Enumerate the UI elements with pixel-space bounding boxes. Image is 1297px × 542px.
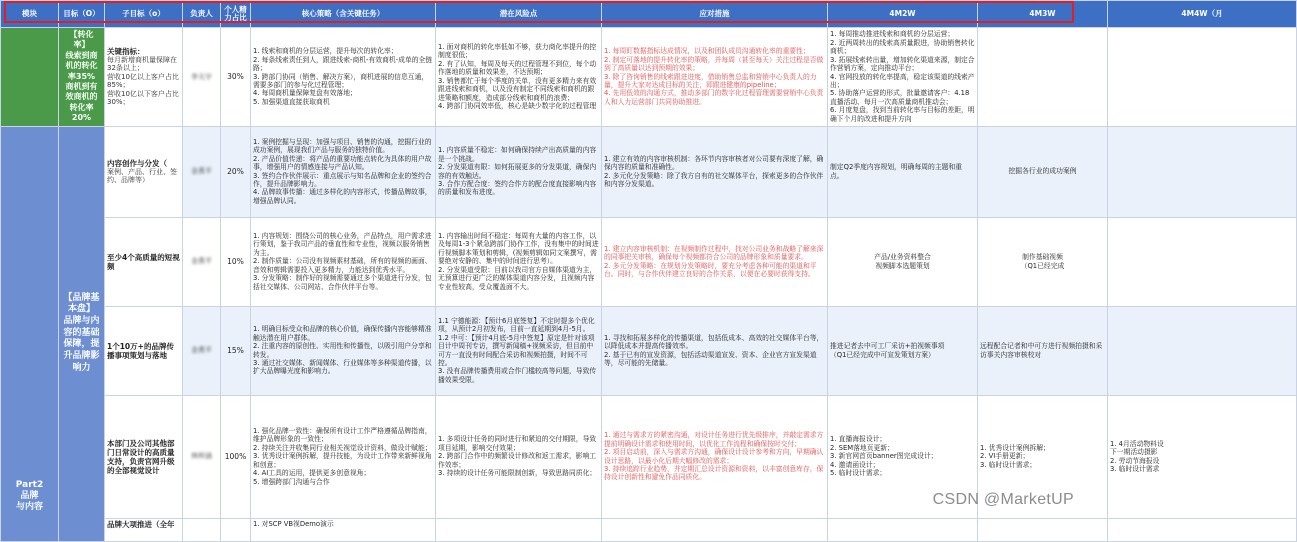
response-cell bbox=[602, 518, 828, 541]
m2-cell bbox=[828, 518, 978, 541]
table-row bbox=[1, 28, 1297, 127]
subgoal-title: 品牌大项推进（全年 bbox=[107, 519, 175, 529]
module-cell: Part2 品牌 与内容 bbox=[1, 126, 59, 541]
risk-cell bbox=[436, 518, 602, 541]
subgoal-cell bbox=[105, 518, 183, 541]
effort-cell bbox=[221, 518, 251, 541]
response-cell: 1. 寻找和拓展多样化的传播渠道，包括低成本、高效的社交媒体平台等，以降低成本并提高传播效率。 2. 基于已有的宣发资源，包括活动渠道宣发、资本、企业官方宣发渠道等，尽可能的先储量。 bbox=[602, 306, 828, 395]
col-header-4m2w: 4M2W bbox=[828, 1, 978, 28]
m2-cell: 制定Q2季度内容规划，明确每周的主题和重点。 bbox=[828, 126, 978, 217]
m3-cell: 制作基础视频 （Q1已经完成 bbox=[978, 217, 1108, 306]
owner-name: 林梓涵 bbox=[191, 452, 212, 461]
m3-cell: 远程配合记者和中可方进行视频拍摄和采访事关内容审核校对 bbox=[978, 306, 1108, 395]
strategy-cell: 1. 明确目标受众和品牌的核心价值，确保传播内容能够精准触达潜在用户群体。 2. 注重内容的原创性、实用性和传播性，以吸引用户分享和转发。 3. 通过社交媒体、新闻媒体、行业媒体等多种渠道传播，以扩大品牌曝光度和影响力。 bbox=[251, 306, 436, 395]
risk-cell: 1. 面对商机的转化率低如不够，获力商化率提升的控制度很低； 2. 有了认知，每周及每天的过程管理不到位，每个动作落地的质量和效果差，不达预期； 3. 销售都忙于每个季度的关单，没有更多精力来有效跟进线索和商机，以及没有制定不同线索和商机的跟进策略和额度，造成部分线索和商机的浪费； 4. 跨部门协同效率低，核心是缺少数字化的过程管理 bbox=[436, 28, 602, 127]
risk-cell: 1. 内容质量不稳定：如何确保持续产出高质量的内容是一个挑战。 2. 分发渠道有限：如何拓展更多的分发渠道，确保内容的有效触达。 3. 合作方配合度：签约合作方的配合度直接影响内容的质量和发布进度。 bbox=[436, 126, 602, 217]
effort-cell: 30% bbox=[221, 28, 251, 127]
m4-cell bbox=[1108, 306, 1297, 395]
m4-cell bbox=[1108, 126, 1297, 217]
subgoal-cell bbox=[105, 28, 183, 127]
m2-cell: 1. 直播海报设计； 2. SEM落地页更新； 3. 新官网首页banner图完成设计； 4. 邀请函设计； 5. 临时设计需求； bbox=[828, 395, 978, 518]
response-cell: 1. 通过与需求方的紧密沟通，对设计任务进行优先级排序，并敲定需求方提前明确设计需求和使用时间，以优化工作流程和确保按时交付； 2. 项目启动前，深入与需求方沟通，确保设计设计参考和方向，早期确认设计思路，以最小化后期大幅修改的需求； 3. 持续追踪行业趋势，并定期汇总设计资源和资料，以丰富创意库存，保持设计创新性和避免作品同质化。 bbox=[602, 395, 828, 518]
strategy-cell: 1. 案例挖掘与呈现：加强与项目、销售的沟通，挖掘行业的成功案例，展现我们产品与服务的独特价值。 2. 产品价值传递：将产品的重要功能点转化为具体的用户故事，增强用户的情感连接与产品认知。 3. 签约合作伙伴展示：重点展示与知名品牌和企业的签约合作，提升品牌影响力。 4. 品牌故事传播：通过多样化的内容形式，传播品牌故事，增强品牌认同。 bbox=[251, 126, 436, 217]
response-cell: 1. 每周盯数据指标达成情况，以及和团队成员沟通转化率的重要性； 2. 制定可落地的提升转化率的策略，并每周（甚至每天）关注过程是否做到了高质量以达到预期的效果； 3. 除了咨询销售的线索跟进进度，借助销售总监和营销中心负责人的力量，提升大家对达成目标的关注，即跟进健康的pipeline； 4. 先用低效的沟通方式，推动多部门的数字化过程管理需要营销中心负责人和人力运营部门共同协助推进。 bbox=[602, 28, 828, 127]
col-header-subgoal: 子目标（o） bbox=[105, 1, 183, 28]
m2-cell: 产品/业务资料整合 视频脚本选题策划 bbox=[828, 217, 978, 306]
owner-name: 李天宇 bbox=[191, 72, 212, 81]
strategy-cell: 1. 线索和商机的分层运营，提升每次的转化率； 2. 每条线索责任到人，跟进线索-商机-有效商机-成单的全链路； 3. 跨部门协同（销售、解决方案），商机进展的信息互通，需要多部门的参与化过程管理； 4. 每周商机量保障复盘有效落地； 5. 加强渠道直接获取商机 bbox=[251, 28, 436, 127]
effort-cell: 20% bbox=[221, 126, 251, 217]
owner-name: 金燕平 bbox=[191, 257, 212, 266]
subgoal-title: 关键指标： bbox=[107, 47, 145, 57]
col-header-strategy: 核心策略（含关键任务） bbox=[251, 1, 436, 28]
effort-cell: 100% bbox=[221, 395, 251, 518]
owner-cell bbox=[183, 126, 221, 217]
strategy-cell: 1. 强化品牌一致性：确保所有设计工作严格遵循品牌指南，维护品牌形象的一致性； 2. 持续关注并收集同行业相关视觉设计资料，做设计赋能； 3. 优秀设计案例拆解，提升技能，为设计工作带来新鲜视角和创意； 4. AI工具的运用，提供更多创意视角； 5. 增强跨部门沟通与合作 bbox=[251, 395, 436, 518]
m4-cell bbox=[1108, 518, 1297, 541]
subgoal-cell bbox=[105, 217, 183, 306]
owner-name: 金燕平 bbox=[191, 346, 212, 355]
goal-cell: 【转化率】 线索到商机的转化率35% 商机到有效商机的转化率20% bbox=[59, 28, 105, 127]
subgoal-title: 本部门及公司其他部门日常设计的高质量支持，负责官网升级的全部视觉设计 bbox=[107, 438, 175, 475]
m4-cell bbox=[1108, 217, 1297, 306]
owner-cell bbox=[183, 28, 221, 127]
risk-cell: 1. 内容输出时间不稳定：每周有大量的内容工作，以及每周1-3个紧急跨部门协作工作，没有集中的时间进行视频脚本策划和剪辑，(视频剪辑如同文案撰写，需要绝对安静的、集中的时间进行思考）。 2. 分发渠道受限：目前以我司官方自媒体渠道为主，无预算进行更广泛的媒体渠道内容分发，且视频内容专业性较高，受众覆盖面不大。 bbox=[436, 217, 602, 306]
owner-name: 金燕平 bbox=[191, 167, 212, 176]
response-cell: 1. 建立有效的内容审核机制：各环节内容审核者对公司要有深度了解，确保内容的质量和准确性。 2. 多元化分发策略：除了我方自有的社交媒体平台，探索更多的合作伙伴和内容分发渠道。 bbox=[602, 126, 828, 217]
goal-cell: 【品牌基本盘】 品牌与内容的基础保障，提升品牌影响力 bbox=[59, 126, 105, 541]
owner-cell bbox=[183, 395, 221, 518]
col-header-4m3w: 4M3W bbox=[978, 1, 1108, 28]
table-row bbox=[1, 126, 1297, 217]
owner-cell bbox=[183, 518, 221, 541]
table-row bbox=[1, 518, 1297, 541]
col-header-response: 应对措施 bbox=[602, 1, 828, 28]
table-row bbox=[1, 217, 1297, 306]
table-row bbox=[1, 395, 1297, 518]
m3-cell: 1. 优秀设计案例拆解； 2. VI手册更新； 3. 临时设计需求； bbox=[978, 395, 1108, 518]
watermark: CSDN @MarketUP bbox=[932, 491, 1074, 508]
header-row bbox=[1, 1, 1297, 28]
subgoal-cell bbox=[105, 306, 183, 395]
col-header-risk: 潜在风险点 bbox=[436, 1, 602, 28]
col-header-effort: 个人精力占比 bbox=[221, 1, 251, 28]
m4-cell: 1. 4月活动物料设 下一期活动摄影 2. 劳动节海报设 3. 临时设计需求 bbox=[1108, 395, 1297, 518]
risk-cell: 1. 多项设计任务的同时进行和紧迫的交付期限，导致项目延期，影响交付效果； 2. 跨部门合作中的频繁设计修改和返工需求，影响工作效率； 3. 持续的设计任务可能限制创新，导致思路同质化； bbox=[436, 395, 602, 518]
subgoal-cell bbox=[105, 126, 183, 217]
col-header-goal: 目标（O） bbox=[59, 1, 105, 28]
strategy-cell: 1. 对SCP VB视Demo演示 bbox=[251, 518, 436, 541]
subgoal-title: 1个10万+的品牌传播事项策划与落地 bbox=[107, 341, 174, 360]
m3-cell bbox=[978, 518, 1108, 541]
m3-cell bbox=[978, 28, 1108, 127]
subgoal-title: 内容创作与分发（ bbox=[107, 158, 167, 168]
table-row bbox=[1, 306, 1297, 395]
response-cell: 1. 建立内容审核机制：在视频制作过程中，找对公司业务和战略了解来深的同事把关审核，确保每个视频都符合公司的品牌形象和质量要求。 2. 多元分发策略：在规划分发策略时，要充分考虑各种可能的渠道和平台。同时，与合作伙伴建立良好的合作关系，以便在必要时获得支持。 bbox=[602, 217, 828, 306]
effort-cell: 15% bbox=[221, 306, 251, 395]
risk-cell: 1.1 宁德能源：【预计6月底签复】不定时提多个优化项，从预计2月初发布，目前一直延期到4月-5月。 1.2 中可：【预计4月底-5月中签复】原定是针对该项目计中周刊专访，撰写新闻稿+视频采访，但目前中可方一直没有时间配合采访和视频拍摄，时间不可控。 3. 没有品牌传播费用或合作门槛较高等问题，导致传播效果受限。 bbox=[436, 306, 602, 395]
col-header-module: 模块 bbox=[1, 1, 59, 28]
effort-cell: 10% bbox=[221, 217, 251, 306]
subgoal-desc: 每月新增商机量保障在32条以上； 营收10亿以上客户占比85%； 营收10亿以下客户占比30%； bbox=[107, 56, 179, 107]
m2-cell: 推进记者去中可工厂采访+拍视频事项 （Q1已经完成中可宣发策划方案） bbox=[828, 306, 978, 395]
module-cell bbox=[1, 28, 59, 127]
subgoal-cell bbox=[105, 395, 183, 518]
subgoal-desc: 案例、产品、行业、签约、品牌等） bbox=[107, 167, 177, 185]
strategy-cell: 1. 内容规划：围绕公司的核心业务，产品特点，用户需求进行策划，鉴于我司产品的垂直性和专业性，视频以服务销售为主。 2. 制作质量：公司没有视频素材基础，所有的视频的画面、音效和剪辑需要投入更多精力，力能达到优秀水平。 3. 分发策略：制作好的视频需要通过多个渠道进行分发，包括社交媒体、公司网站、合作伙伴平台等。 bbox=[251, 217, 436, 306]
owner-cell bbox=[183, 217, 221, 306]
m2-cell: 1. 每周推动推进线索和商机的分层运营； 2. 近两周转出的线索高质量跟进，协助销售转化商机； 3. 拓展线索转出量，增加转化渠道来源，制定合作营销方案，定向推动平台； 4. 官网投放的转化率提高，稳定该渠道的线索产出； 5. 协助落户运营的形式，批量邀请客户：4.18 直播活动、每月一次高质量商机推动会； 6. 月度复盘，找到当前转化率与目标的差距，明确下个月的改进和提升方向 bbox=[828, 28, 978, 127]
m3-cell: 挖掘各行业的成功案例 bbox=[978, 126, 1108, 217]
subgoal-title: 至少4个高质量的短视频 bbox=[107, 252, 180, 271]
col-header-owner: 负责人 bbox=[183, 1, 221, 28]
m4-cell bbox=[1108, 28, 1297, 127]
col-header-4m4w: 4M4W（月 bbox=[1108, 1, 1297, 28]
owner-cell bbox=[183, 306, 221, 395]
